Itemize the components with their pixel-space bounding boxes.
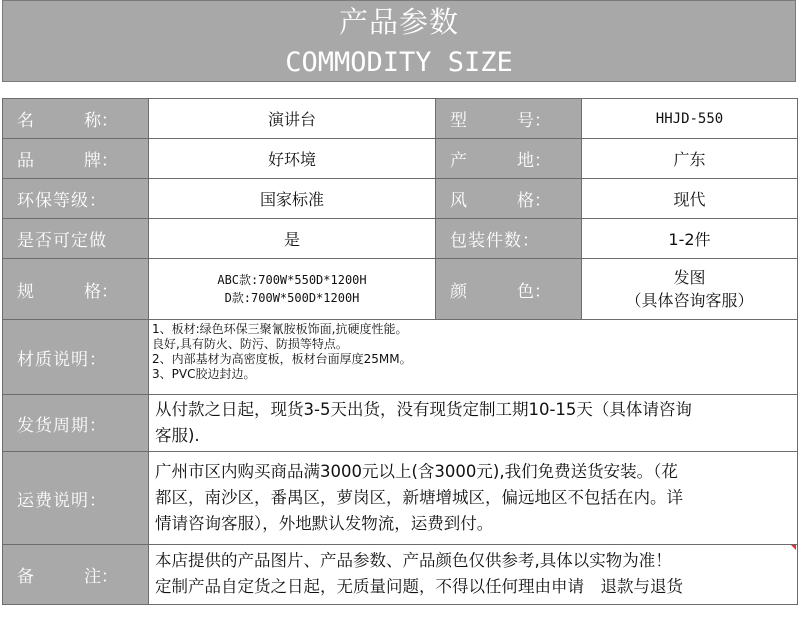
row-value: 1-2件 (582, 219, 798, 259)
freight-description: 广州市区内购买商品满3000元以上(含3000元),我们免费送货安装。（花 都区，南沙区，番禺区，萝岗区，新塘增城区，偏远地区不包括在内。详 情请咨询客服），外地默认发物流，运费到付。 (149, 452, 798, 545)
page-subtitle: COMMODITY SIZE (285, 47, 513, 78)
table-row (3, 179, 798, 219)
row-label: 品 牌： (3, 139, 149, 179)
row-value: 好环境 (149, 139, 436, 179)
freight-label: 运费说明： (3, 452, 149, 545)
row-value: 是 (149, 219, 436, 259)
spec-size-value: ABC款:700W*550D*1200H D款:700W*500D*1200H (149, 259, 436, 320)
material-description: 1、板材:绿色环保三聚氰胺板饰面,抗硬度性能。 良好,具有防火、防污、防损等特点。 2、内部基材为高密度板，板材台面厚度25MM。 3、PVC胶边封边。 (149, 320, 798, 395)
spec-table (2, 98, 798, 605)
table-row (3, 259, 798, 320)
corner-mark (791, 545, 796, 550)
row-value: HHJD-550 (582, 99, 798, 139)
notes-label: 备 注： (3, 545, 149, 605)
table-row (3, 395, 798, 452)
row-value: 演讲台 (149, 99, 436, 139)
row-label: 产 地： (436, 139, 582, 179)
shipping-description: 从付款之日起，现货3-5天出货，没有现货定制工期10-15天（具体请咨询 客服). (149, 395, 798, 452)
row-label: 名 称： (3, 99, 149, 139)
color-value: 发图 （具体咨询客服） (582, 259, 798, 320)
row-label: 颜 色： (436, 259, 582, 320)
material-label: 材质说明： (3, 320, 149, 395)
header-banner (2, 0, 796, 82)
row-value: 广东 (582, 139, 798, 179)
notes-description: 本店提供的产品图片、产品参数、产品颜色仅供参考,具体以实物为准！ 定制产品自定货之日起，无质量问题，不得以任何理由申请 退款与退货 (149, 545, 798, 605)
table-row (3, 219, 798, 259)
row-label: 环保等级： (3, 179, 149, 219)
shipping-label: 发货周期： (3, 395, 149, 452)
row-label: 规 格： (3, 259, 149, 320)
table-row (3, 452, 798, 545)
row-value: 国家标准 (149, 179, 436, 219)
table-row (3, 545, 798, 605)
table-row (3, 99, 798, 139)
row-label: 是否可定做 (3, 219, 149, 259)
page-title: 产品参数 (338, 5, 459, 39)
row-value: 现代 (582, 179, 798, 219)
row-label: 型 号： (436, 99, 582, 139)
row-label: 包装件数： (436, 219, 582, 259)
table-row (3, 139, 798, 179)
row-label: 风 格： (436, 179, 582, 219)
table-row (3, 320, 798, 395)
